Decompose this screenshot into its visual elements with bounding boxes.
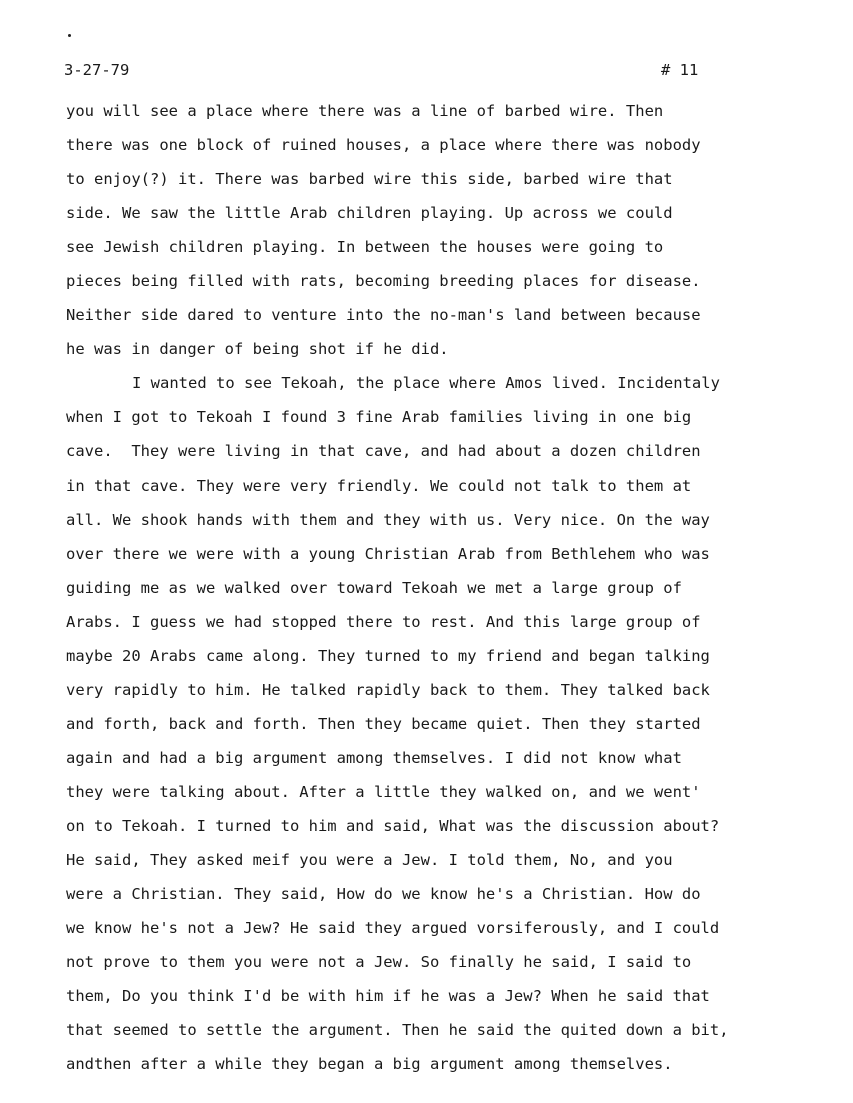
text-line: over there we were with a young Christian Arab from Bethlehem who was: [66, 544, 710, 563]
text-line: and forth, back and forth. Then they became quiet. Then they started: [66, 714, 701, 733]
text-line: they were talking about. After a little they walked on, and we went': [66, 782, 701, 801]
text-line: on to Tekoah. I turned to him and said, What was the discussion about?: [66, 816, 720, 835]
text-line: to enjoy(?) it. There was barbed wire this side, barbed wire that: [66, 170, 673, 189]
text-line: that seemed to settle the argument. Then he said the quited down a bit,: [66, 1021, 729, 1040]
text-line: he was in danger of being shot if he did.: [66, 340, 449, 359]
text-line: andthen after a while they began a big argument among themselves.: [66, 1055, 673, 1074]
text-line: were a Christian. They said, How do we know he's a Christian. How do: [66, 885, 701, 904]
text-line: we know he's not a Jew? He said they argued vorsiferously, and I could: [66, 919, 720, 938]
text-line: you will see a place where there was a line of barbed wire. Then: [66, 102, 664, 120]
text-line: Neither side dared to venture into the no-man's land between because: [66, 306, 701, 325]
text-line: very rapidly to him. He talked rapidly back to them. They talked back: [66, 680, 710, 699]
text-line: guiding me as we walked over toward Tekoah we met a large group of: [66, 578, 682, 597]
page-date: 3-27-79: [64, 61, 130, 79]
transcript-body: [66, 94, 826, 1081]
text-line: maybe 20 Arabs came along. They turned to my friend and began talking: [66, 646, 710, 665]
text-line: them, Do you think I'd be with him if he was a Jew? When he said that: [66, 987, 710, 1006]
text-line: there was one block of ruined houses, a place where there was nobody: [66, 136, 701, 155]
text-line: all. We shook hands with them and they with us. Very nice. On the way: [66, 510, 710, 529]
paragraph-start-line: I wanted to see Tekoah, the place where Amos lived. Incidentaly: [132, 374, 720, 393]
text-line: cave. They were living in that cave, and had about a dozen children: [66, 442, 701, 461]
text-line: side. We saw the little Arab children playing. Up across we could: [66, 204, 673, 223]
page-number: # 11: [661, 61, 699, 79]
text-line: again and had a big argument among themselves. I did not know what: [66, 748, 682, 767]
text-line: in that cave. They were very friendly. We could not talk to them at: [66, 476, 692, 495]
text-line: when I got to Tekoah I found 3 fine Arab families living in one big: [66, 408, 692, 427]
stray-dot-mark: [68, 34, 71, 37]
text-line: not prove to them you were not a Jew. So finally he said, I said to: [66, 953, 692, 972]
text-line: Arabs. I guess we had stopped there to rest. And this large group of: [66, 612, 701, 631]
text-line: see Jewish children playing. In between the houses were going to: [66, 238, 664, 257]
text-line: pieces being filled with rats, becoming breeding places for disease.: [66, 272, 701, 291]
text-line: He said, They asked meif you were a Jew. I told them, No, and you: [66, 851, 673, 870]
